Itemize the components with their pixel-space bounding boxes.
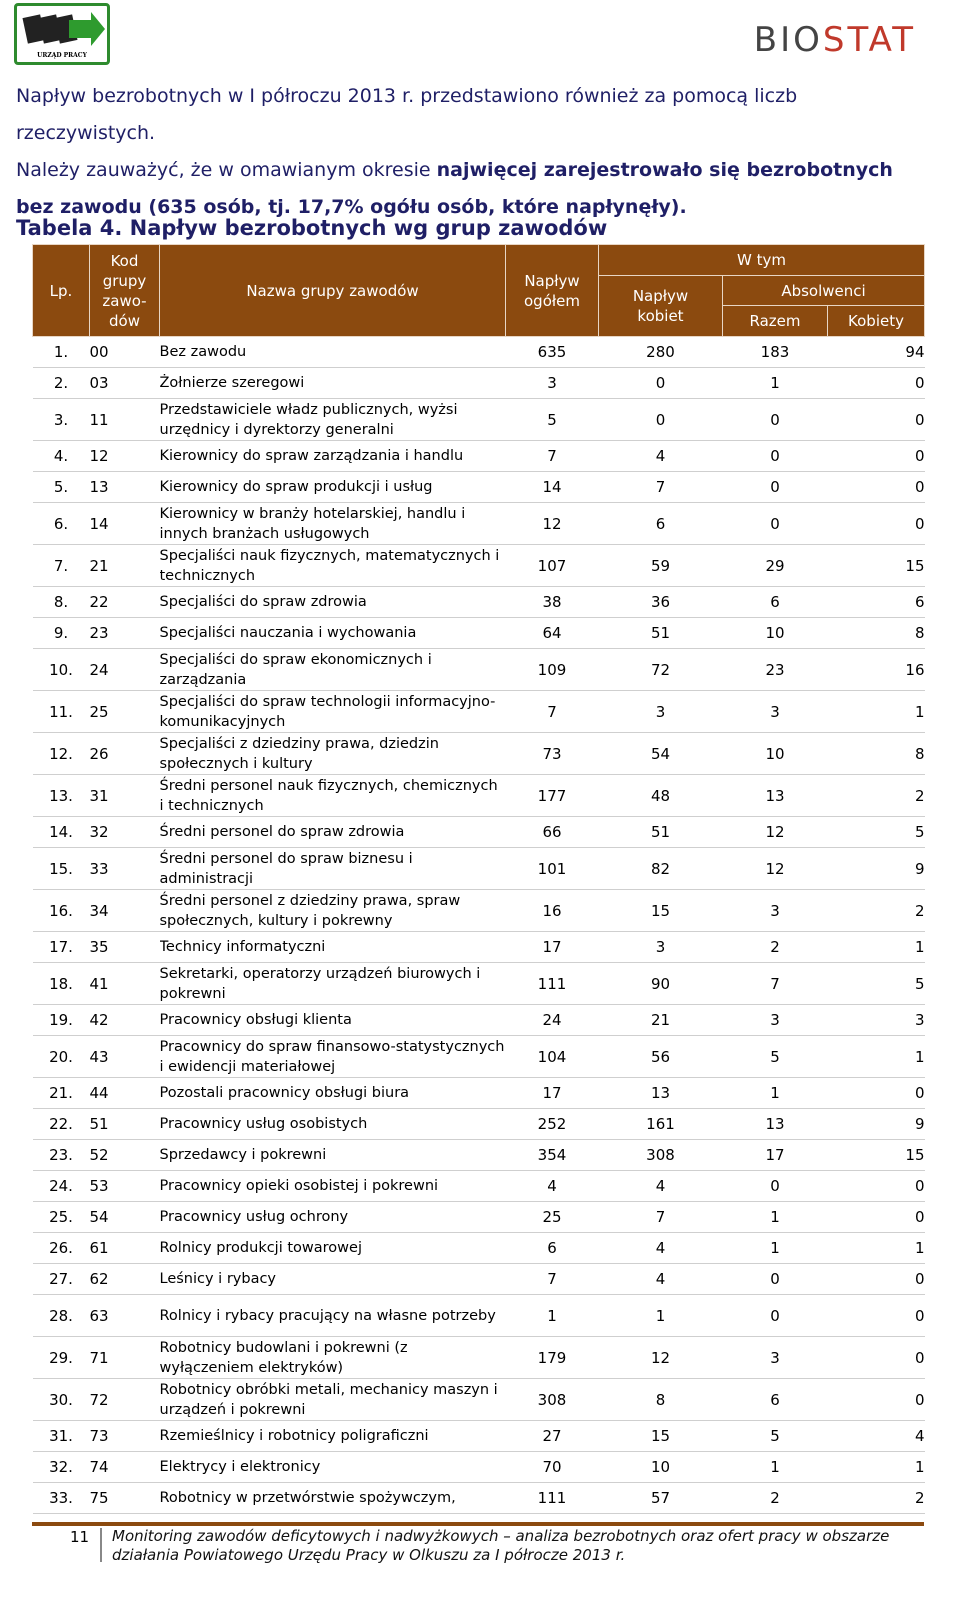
cell-kod: 42 [90,1005,160,1036]
cell-lp: 8. [33,587,90,618]
cell-lp: 15. [33,848,90,890]
occupation-inflow-table [32,244,925,1514]
intro-line-2-bold: najwięcej zarejestrowało się bezrobotnych bez zawodu (635 osób, tj. 17,7% ogółu osób, które napłynęły). [16,159,893,218]
cell-absolwenci-kobiety: 0 [828,1295,925,1337]
cell-kod: 21 [90,545,160,587]
cell-absolwenci-razem: 10 [723,618,828,649]
cell-naplyw-ogolem: 252 [506,1109,599,1140]
table-row [33,1337,925,1379]
cell-lp: 22. [33,1109,90,1140]
cell-naplyw-ogolem: 635 [506,337,599,368]
cell-absolwenci-razem: 5 [723,1421,828,1452]
cell-absolwenci-razem: 1 [723,1202,828,1233]
cell-absolwenci-kobiety: 0 [828,1379,925,1421]
table-row [33,399,925,441]
cell-nazwa: Rolnicy produkcji towarowej [160,1233,506,1264]
cell-nazwa: Leśnicy i rybacy [160,1264,506,1295]
cell-naplyw-kobiet: 6 [599,503,723,545]
cell-kod: 32 [90,817,160,848]
cell-kod: 23 [90,618,160,649]
cell-naplyw-kobiet: 57 [599,1483,723,1514]
cell-absolwenci-razem: 0 [723,472,828,503]
cell-lp: 14. [33,817,90,848]
cell-absolwenci-kobiety: 2 [828,1483,925,1514]
cell-naplyw-kobiet: 8 [599,1379,723,1421]
cell-naplyw-ogolem: 354 [506,1140,599,1171]
cell-kod: 00 [90,337,160,368]
intro-paragraph [16,78,931,226]
cell-naplyw-kobiet: 15 [599,1421,723,1452]
header-kobiet-line-1: Napływ [632,287,689,305]
cell-nazwa: Kierownicy do spraw produkcji i usług [160,472,506,503]
cell-absolwenci-razem: 2 [723,932,828,963]
cell-naplyw-ogolem: 101 [506,848,599,890]
cell-naplyw-kobiet: 90 [599,963,723,1005]
cell-naplyw-ogolem: 308 [506,1379,599,1421]
cell-absolwenci-kobiety: 0 [828,503,925,545]
cell-naplyw-ogolem: 17 [506,932,599,963]
cell-kod: 62 [90,1264,160,1295]
cell-naplyw-ogolem: 24 [506,1005,599,1036]
cell-lp: 27. [33,1264,90,1295]
cell-naplyw-kobiet: 280 [599,337,723,368]
cell-absolwenci-kobiety: 3 [828,1005,925,1036]
cell-absolwenci-kobiety: 15 [828,1140,925,1171]
cell-lp: 19. [33,1005,90,1036]
cell-nazwa: Specjaliści nauk fizycznych, matematycznych i technicznych [160,545,506,587]
table-row [33,1140,925,1171]
cell-absolwenci-razem: 7 [723,963,828,1005]
header-kod [90,245,160,337]
header-kobiet-line-2: kobiet [637,307,684,325]
cell-nazwa: Robotnicy budowlani i pokrewni (z wyłączeniem elektryków) [160,1337,506,1379]
header-kobiety: Kobiety [828,306,925,337]
cell-lp: 2. [33,368,90,399]
cell-nazwa: Robotnicy obróbki metali, mechanicy maszyn i urządzeń i pokrewni [160,1379,506,1421]
cell-absolwenci-razem: 23 [723,649,828,691]
intro-line-1: Napływ bezrobotnych w I półroczu 2013 r. przedstawiono również za pomocą liczb rzeczywistych. [16,85,798,144]
cell-kod: 71 [90,1337,160,1379]
cell-naplyw-ogolem: 73 [506,733,599,775]
cell-lp: 4. [33,441,90,472]
cell-absolwenci-razem: 0 [723,1264,828,1295]
cell-absolwenci-kobiety: 5 [828,817,925,848]
cell-absolwenci-kobiety: 0 [828,441,925,472]
cell-nazwa: Bez zawodu [160,337,506,368]
cell-absolwenci-kobiety: 0 [828,368,925,399]
table-row [33,1036,925,1078]
cell-lp: 16. [33,890,90,932]
cell-kod: 34 [90,890,160,932]
cell-naplyw-kobiet: 7 [599,1202,723,1233]
cell-lp: 20. [33,1036,90,1078]
cell-absolwenci-kobiety: 9 [828,1109,925,1140]
cell-naplyw-kobiet: 308 [599,1140,723,1171]
urzad-pracy-logo-text: URZĄD PRACY [37,52,87,59]
cell-absolwenci-kobiety: 8 [828,733,925,775]
cell-kod: 25 [90,691,160,733]
cell-nazwa: Elektrycy i elektronicy [160,1452,506,1483]
cell-absolwenci-razem: 3 [723,1005,828,1036]
cell-absolwenci-razem: 13 [723,1109,828,1140]
cell-absolwenci-razem: 10 [723,733,828,775]
cell-nazwa: Sprzedawcy i pokrewni [160,1140,506,1171]
cell-naplyw-kobiet: 3 [599,932,723,963]
table-row [33,1295,925,1337]
cell-nazwa: Kierownicy w branży hotelarskiej, handlu i innych branżach usługowych [160,503,506,545]
cell-naplyw-ogolem: 4 [506,1171,599,1202]
cell-naplyw-kobiet: 82 [599,848,723,890]
cell-nazwa: Technicy informatyczni [160,932,506,963]
cell-nazwa: Specjaliści z dziedziny prawa, dziedzin społecznych i kultury [160,733,506,775]
table-row [33,472,925,503]
intro-line-2-plain: Należy zauważyć, że w omawianym okresie [16,159,437,181]
cell-kod: 43 [90,1036,160,1078]
cell-absolwenci-kobiety: 2 [828,890,925,932]
footer-divider [32,1522,924,1526]
cell-naplyw-ogolem: 177 [506,775,599,817]
cell-absolwenci-razem: 3 [723,1337,828,1379]
cell-naplyw-kobiet: 10 [599,1452,723,1483]
cell-naplyw-kobiet: 4 [599,1264,723,1295]
urzad-pracy-logo-icon [19,8,105,50]
cell-nazwa: Rzemieślnicy i robotnicy poligraficzni [160,1421,506,1452]
cell-lp: 13. [33,775,90,817]
cell-nazwa: Specjaliści do spraw zdrowia [160,587,506,618]
cell-absolwenci-kobiety: 0 [828,1171,925,1202]
cell-kod: 63 [90,1295,160,1337]
cell-nazwa: Robotnicy w przetwórstwie spożywczym, [160,1483,506,1514]
cell-nazwa: Pracownicy usług ochrony [160,1202,506,1233]
cell-kod: 12 [90,441,160,472]
cell-kod: 74 [90,1452,160,1483]
cell-absolwenci-razem: 183 [723,337,828,368]
cell-lp: 28. [33,1295,90,1337]
cell-nazwa: Średni personel do spraw biznesu i administracji [160,848,506,890]
cell-absolwenci-kobiety: 8 [828,618,925,649]
cell-nazwa: Pracownicy usług osobistych [160,1109,506,1140]
cell-absolwenci-kobiety: 16 [828,649,925,691]
cell-lp: 9. [33,618,90,649]
cell-absolwenci-razem: 2 [723,1483,828,1514]
page-header [0,0,960,80]
header-razem: Razem [723,306,828,337]
table-row [33,1264,925,1295]
cell-absolwenci-kobiety: 0 [828,399,925,441]
cell-kod: 61 [90,1233,160,1264]
table-row [33,932,925,963]
cell-absolwenci-kobiety: 0 [828,1337,925,1379]
table-row [33,775,925,817]
cell-naplyw-kobiet: 51 [599,817,723,848]
cell-kod: 24 [90,649,160,691]
cell-lp: 10. [33,649,90,691]
cell-lp: 11. [33,691,90,733]
cell-lp: 31. [33,1421,90,1452]
cell-absolwenci-kobiety: 1 [828,1036,925,1078]
cell-naplyw-ogolem: 104 [506,1036,599,1078]
cell-nazwa: Kierownicy do spraw zarządzania i handlu [160,441,506,472]
cell-naplyw-kobiet: 36 [599,587,723,618]
table-row [33,733,925,775]
cell-lp: 26. [33,1233,90,1264]
table-title: Tabela 4. Napływ bezrobotnych wg grup zawodów [16,216,608,240]
cell-nazwa: Pozostali pracownicy obsługi biura [160,1078,506,1109]
table-row [33,1005,925,1036]
cell-lp: 6. [33,503,90,545]
cell-naplyw-ogolem: 7 [506,691,599,733]
cell-absolwenci-razem: 12 [723,848,828,890]
header-naplyw-line-1: Napływ [524,271,580,290]
cell-naplyw-ogolem: 111 [506,1483,599,1514]
header-kod-line-1: Kod [110,251,139,270]
cell-kod: 11 [90,399,160,441]
cell-naplyw-ogolem: 7 [506,441,599,472]
table-row [33,545,925,587]
footer-separator [100,1528,102,1562]
cell-kod: 53 [90,1171,160,1202]
cell-kod: 22 [90,587,160,618]
cell-naplyw-kobiet: 13 [599,1078,723,1109]
cell-absolwenci-razem: 3 [723,691,828,733]
biostat-logo-part-b: STAT [822,20,916,60]
cell-kod: 14 [90,503,160,545]
cell-naplyw-ogolem: 38 [506,587,599,618]
cell-absolwenci-kobiety: 0 [828,1264,925,1295]
cell-absolwenci-kobiety: 0 [828,1202,925,1233]
cell-absolwenci-kobiety: 0 [828,1078,925,1109]
table-row [33,441,925,472]
cell-naplyw-kobiet: 12 [599,1337,723,1379]
cell-nazwa: Rolnicy i rybacy pracujący na własne potrzeby [160,1295,506,1337]
cell-kod: 03 [90,368,160,399]
cell-naplyw-kobiet: 15 [599,890,723,932]
biostat-logo-part-a: BIO [753,20,823,60]
table-row [33,1233,925,1264]
cell-absolwenci-razem: 5 [723,1036,828,1078]
cell-naplyw-ogolem: 27 [506,1421,599,1452]
cell-naplyw-ogolem: 70 [506,1452,599,1483]
cell-naplyw-kobiet: 0 [599,368,723,399]
cell-naplyw-ogolem: 12 [506,503,599,545]
biostat-logo [754,20,916,60]
cell-naplyw-kobiet: 4 [599,441,723,472]
cell-lp: 12. [33,733,90,775]
header-naplyw-line-2: ogółem [524,291,580,310]
cell-lp: 17. [33,932,90,963]
header-kod-line-2: grupy [102,271,147,290]
cell-naplyw-ogolem: 66 [506,817,599,848]
cell-kod: 51 [90,1109,160,1140]
table-row [33,503,925,545]
cell-naplyw-ogolem: 111 [506,963,599,1005]
table-row [33,1078,925,1109]
cell-kod: 33 [90,848,160,890]
cell-nazwa: Średni personel nauk fizycznych, chemicznych i technicznych [160,775,506,817]
cell-naplyw-kobiet: 59 [599,545,723,587]
cell-absolwenci-razem: 0 [723,1295,828,1337]
cell-absolwenci-razem: 13 [723,775,828,817]
cell-nazwa: Specjaliści do spraw technologii informacyjno-komunikacyjnych [160,691,506,733]
cell-lp: 21. [33,1078,90,1109]
header-kod-line-4: dów [109,311,140,330]
cell-nazwa: Pracownicy obsługi klienta [160,1005,506,1036]
cell-absolwenci-razem: 17 [723,1140,828,1171]
cell-absolwenci-razem: 3 [723,890,828,932]
cell-kod: 41 [90,963,160,1005]
table-row [33,691,925,733]
cell-nazwa: Specjaliści do spraw ekonomicznych i zarządzania [160,649,506,691]
cell-absolwenci-razem: 0 [723,441,828,472]
footer-text: Monitoring zawodów deficytowych i nadwyżkowych – analiza bezrobotnych oraz ofert pracy w obszarze działania Powiatowego Urzędu Pracy w Olkuszu za I półrocze 2013 r. [112,1527,890,1564]
cell-naplyw-kobiet: 0 [599,399,723,441]
cell-naplyw-kobiet: 7 [599,472,723,503]
header-absolwenci: Absolwenci [723,276,925,306]
cell-naplyw-kobiet: 56 [599,1036,723,1078]
cell-nazwa: Pracownicy do spraw finansowo-statystycznych i ewidencji materiałowej [160,1036,506,1078]
table-row [33,337,925,368]
table-row [33,1171,925,1202]
cell-naplyw-ogolem: 5 [506,399,599,441]
cell-absolwenci-kobiety: 6 [828,587,925,618]
cell-naplyw-kobiet: 161 [599,1109,723,1140]
cell-lp: 33. [33,1483,90,1514]
cell-naplyw-ogolem: 14 [506,472,599,503]
cell-absolwenci-razem: 29 [723,545,828,587]
cell-naplyw-kobiet: 54 [599,733,723,775]
cell-absolwenci-kobiety: 1 [828,932,925,963]
cell-naplyw-ogolem: 16 [506,890,599,932]
table-row [33,587,925,618]
cell-kod: 26 [90,733,160,775]
cell-kod: 44 [90,1078,160,1109]
cell-lp: 18. [33,963,90,1005]
cell-naplyw-kobiet: 4 [599,1171,723,1202]
table-row [33,1379,925,1421]
cell-lp: 23. [33,1140,90,1171]
cell-lp: 29. [33,1337,90,1379]
cell-naplyw-ogolem: 3 [506,368,599,399]
cell-naplyw-ogolem: 6 [506,1233,599,1264]
cell-naplyw-kobiet: 4 [599,1233,723,1264]
cell-kod: 75 [90,1483,160,1514]
table-row [33,1202,925,1233]
table-row [33,1109,925,1140]
cell-naplyw-ogolem: 17 [506,1078,599,1109]
cell-nazwa: Żołnierze szeregowi [160,368,506,399]
cell-naplyw-kobiet: 1 [599,1295,723,1337]
table-row [33,618,925,649]
cell-lp: 5. [33,472,90,503]
cell-lp: 3. [33,399,90,441]
cell-absolwenci-razem: 1 [723,1078,828,1109]
cell-absolwenci-kobiety: 1 [828,1452,925,1483]
cell-absolwenci-kobiety: 1 [828,691,925,733]
cell-absolwenci-razem: 1 [723,368,828,399]
cell-absolwenci-kobiety: 0 [828,472,925,503]
cell-absolwenci-kobiety: 15 [828,545,925,587]
cell-absolwenci-kobiety: 5 [828,963,925,1005]
cell-kod: 35 [90,932,160,963]
cell-kod: 31 [90,775,160,817]
cell-kod: 72 [90,1379,160,1421]
cell-nazwa: Średni personel do spraw zdrowia [160,817,506,848]
header-lp: Lp. [33,245,90,337]
cell-lp: 25. [33,1202,90,1233]
cell-nazwa: Średni personel z dziedziny prawa, spraw społecznych, kultury i pokrewny [160,890,506,932]
table-body [33,337,925,1514]
table-row [33,368,925,399]
table-row [33,1483,925,1514]
cell-nazwa: Pracownicy opieki osobistej i pokrewni [160,1171,506,1202]
cell-nazwa: Specjaliści nauczania i wychowania [160,618,506,649]
cell-absolwenci-kobiety: 1 [828,1233,925,1264]
header-nazwa: Nazwa grupy zawodów [160,245,506,337]
cell-absolwenci-razem: 6 [723,1379,828,1421]
table-row [33,649,925,691]
cell-naplyw-kobiet: 3 [599,691,723,733]
cell-naplyw-ogolem: 109 [506,649,599,691]
cell-absolwenci-kobiety: 4 [828,1421,925,1452]
urzad-pracy-logo [14,3,110,65]
cell-naplyw-ogolem: 1 [506,1295,599,1337]
cell-lp: 1. [33,337,90,368]
cell-naplyw-ogolem: 64 [506,618,599,649]
header-naplyw-kobiet [599,276,723,337]
cell-naplyw-kobiet: 21 [599,1005,723,1036]
table-row [33,848,925,890]
cell-naplyw-kobiet: 72 [599,649,723,691]
header-w-tym: W tym [599,245,925,276]
cell-absolwenci-razem: 1 [723,1233,828,1264]
cell-absolwenci-razem: 0 [723,503,828,545]
cell-kod: 52 [90,1140,160,1171]
cell-naplyw-ogolem: 7 [506,1264,599,1295]
cell-nazwa: Przedstawiciele władz publicznych, wyżsi urzędnicy i dyrektorzy generalni [160,399,506,441]
cell-lp: 32. [33,1452,90,1483]
cell-absolwenci-razem: 12 [723,817,828,848]
table-row [33,1452,925,1483]
cell-naplyw-kobiet: 48 [599,775,723,817]
cell-nazwa: Sekretarki, operatorzy urządzeń biurowych i pokrewni [160,963,506,1005]
table-row [33,817,925,848]
cell-lp: 24. [33,1171,90,1202]
cell-absolwenci-kobiety: 94 [828,337,925,368]
cell-lp: 7. [33,545,90,587]
cell-absolwenci-razem: 6 [723,587,828,618]
header-naplyw-ogolem [506,245,599,337]
page-number: 11 [70,1528,90,1546]
header-kod-line-3: zawo- [102,291,147,310]
cell-kod: 73 [90,1421,160,1452]
cell-naplyw-kobiet: 51 [599,618,723,649]
cell-absolwenci-razem: 0 [723,399,828,441]
cell-naplyw-ogolem: 25 [506,1202,599,1233]
table-row [33,890,925,932]
cell-naplyw-ogolem: 107 [506,545,599,587]
cell-kod: 54 [90,1202,160,1233]
cell-absolwenci-razem: 0 [723,1171,828,1202]
cell-absolwenci-kobiety: 9 [828,848,925,890]
cell-lp: 30. [33,1379,90,1421]
table-row [33,963,925,1005]
cell-naplyw-ogolem: 179 [506,1337,599,1379]
cell-kod: 13 [90,472,160,503]
table-row [33,1421,925,1452]
cell-absolwenci-kobiety: 2 [828,775,925,817]
cell-absolwenci-razem: 1 [723,1452,828,1483]
